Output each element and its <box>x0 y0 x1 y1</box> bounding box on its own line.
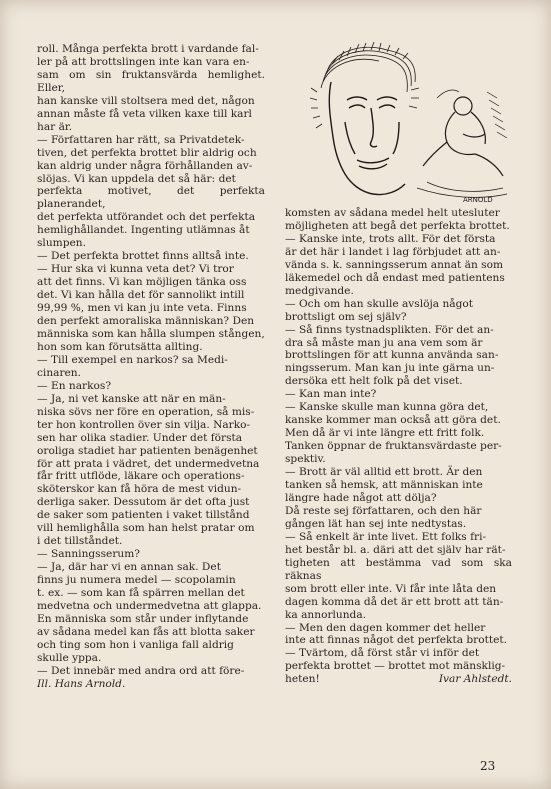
background-scribble <box>417 90 507 197</box>
text-line: slöjas. Vi kan uppdela det så här: det <box>37 172 236 185</box>
text-line: han kanske vill stoltsera med det, någon <box>37 94 255 107</box>
text-line: gången lät han sej inte nedtystas. <box>285 517 467 530</box>
large-face <box>329 82 405 195</box>
text-line: — Kanske inte, trots allt. För det första <box>285 232 496 245</box>
text-line: läkemedel och då endast med patientens <box>285 271 505 284</box>
text-line: sam om sin fruktansvärda hemlighet. Eller, <box>37 68 265 94</box>
text-line: att det finns. Vi kan möjligen tänka oss <box>37 276 247 289</box>
text-line: av sådana medel kan fås att blotta saker <box>37 625 255 638</box>
text-line: sköterskor kan få höra de mest vidun- <box>37 483 242 496</box>
text-line: sen har olika stadier. Under det första <box>37 431 243 444</box>
text-line: — Och om han skulle avslöja något <box>285 297 474 310</box>
closing-line <box>285 673 512 686</box>
text-line: för att prata i vädret, det undermedvetna <box>37 457 260 470</box>
text-line: längre hade något att dölja? <box>285 491 437 504</box>
text-line: — Kan man inte? <box>285 388 377 401</box>
text-line: vända s. k. sanningsserum annat än som <box>285 258 504 271</box>
text-line: kan aldrig under några förhållanden av- <box>37 159 253 172</box>
artist-signature: ARNOLD <box>463 196 493 204</box>
text-line: t. ex. — som kan få spärren mellan det <box>37 587 245 600</box>
text-line: och ting som hon i vanliga fall aldrig <box>37 638 234 651</box>
text-line: skulle yppa. <box>37 651 102 664</box>
text-line: får fritt utflöde, läkare och operations- <box>37 470 245 483</box>
hair-hatching <box>310 42 419 128</box>
text-line: — Så finns tystnadsplikten. För det an- <box>285 323 494 336</box>
text-line: — Tvärtom, då först står vi inför det <box>285 647 480 660</box>
text-line: tanken så hemsk, att människan inte <box>285 479 483 492</box>
text-line: ningsserum. Man kan ju inte gärna un- <box>285 362 495 375</box>
text-line: 99,99 %, men vi kan ju inte veta. Finns <box>37 302 247 315</box>
right-text-column <box>285 207 512 686</box>
text-line: annan måste få veta vilken kaxe till karl <box>37 107 252 120</box>
text-line: — En narkos? <box>37 379 112 392</box>
text-line: medvetna och undermedvetna att glappa. <box>37 599 262 612</box>
text-line: tiven, det perfekta brottet blir aldrig och <box>37 146 257 159</box>
text-line: de saker som patienten i vaket tillstånd <box>37 509 250 522</box>
text-line: det. Vi kan hålla det för sannolikt intill <box>37 289 245 302</box>
text-line: är det här i landet i lag förbjudet att an- <box>285 245 501 258</box>
text-line: niska sövs ner före en operation, så mis- <box>37 405 255 418</box>
text-line: i det tillståndet. <box>37 535 123 548</box>
text-line: det perfekta utförandet och det perfekta <box>37 211 256 224</box>
text-line: komsten av sådana medel helt utesluter <box>285 207 500 219</box>
text-line: tigheten att bestämma vad som ska räknas <box>285 556 512 582</box>
reclining-figure <box>423 97 503 176</box>
illustration-credit: Ill. Hans Arnold. <box>37 677 126 690</box>
text-line: vill hemlighålla som han helst pratar om <box>37 522 255 535</box>
text-line: inte att finnas något det perfekta brottet. <box>285 634 508 647</box>
text-line: Då reste sej författaren, och den här <box>285 504 482 517</box>
ink-illustration <box>287 42 515 206</box>
text-line: den perfekt amoraliska människan? Den <box>37 315 255 328</box>
text-line: ter hon kontrollen över sin vilja. Narko- <box>37 418 251 431</box>
text-line: finns ju numera medel — scopolamin <box>37 574 236 587</box>
text-line: har är. <box>37 120 73 133</box>
left-text-column <box>37 43 265 691</box>
text-line: slumpen. <box>37 237 86 250</box>
text-line: — Hur ska vi kunna veta det? Vi tror <box>37 263 234 276</box>
text-line: dersöka ett helt folk på det viset. <box>285 375 463 388</box>
text-line: perfekta motivet, det perfekta planerandet, <box>37 185 265 211</box>
text-line: — Ja, där har vi en annan sak. Det <box>37 561 221 574</box>
text-line: — Ja, ni vet kanske att när en män- <box>37 392 226 405</box>
text-line: spektiv. <box>285 453 326 466</box>
text-line: het består bl. a. däri att det själv har rät- <box>285 543 506 556</box>
text-line: oroliga stadiet har patienten benägenhet <box>37 444 258 457</box>
text-line: perfekta brottet — brottet mot mänsklig- <box>285 660 506 673</box>
author-signature: Ivar Ahlstedt. <box>438 673 512 686</box>
closing-word: heten! <box>285 673 320 686</box>
text-line: — Sanningsserum? <box>37 548 140 561</box>
text-line: — Till exempel en narkos? sa Medi- <box>37 353 228 366</box>
text-line: medgivande. <box>285 284 354 297</box>
text-line: Men då är vi inte längre ett fritt folk. <box>285 427 485 440</box>
text-line: som brott eller inte. Vi får inte låta den <box>285 582 497 595</box>
text-line: derliga saker. Dessutom är det ofta just <box>37 496 250 509</box>
text-line: ler på att brottslingen inte kan vara en- <box>37 55 250 68</box>
text-line: möjligheten att begå det perfekta brottet. <box>285 219 510 232</box>
text-line: — Det perfekta brottet finns alltså inte. <box>37 250 249 263</box>
text-line: — Men den dagen kommer det heller <box>285 621 486 634</box>
text-line: — Det innebär med andra ord att före- <box>37 664 245 677</box>
page-number: 23 <box>480 759 496 773</box>
text-line: brottslingen för att kunna använda san- <box>285 349 499 362</box>
text-line: brottsligt om sej själv? <box>285 310 407 323</box>
text-line: kanske kommer man också att göra det. <box>285 414 501 427</box>
text-line: — Brott är väl alltid ett brott. Är den <box>285 466 483 479</box>
text-line: — Så enkelt är inte livet. Ett folks fri- <box>285 530 487 543</box>
text-line: dra så måste man ju ana vem som är <box>285 336 483 349</box>
text-line: roll. Många perfekta brott i vardande fal- <box>37 43 259 55</box>
text-line: En människa som står under inflytande <box>37 612 249 625</box>
text-line: dagen komma då det är ett brott att tän- <box>285 595 504 608</box>
text-line: — Kanske skulle man kunna göra det, <box>285 401 489 414</box>
text-line: ka annorlunda. <box>285 608 367 621</box>
text-line: cinaren. <box>37 366 81 379</box>
text-line: Tanken öppnar de fruktansvärdaste per- <box>285 440 502 453</box>
text-line: hon som kan förutsätta allting. <box>37 340 203 353</box>
text-line: människa som kan hålla slumpen stången, <box>37 327 265 340</box>
text-line: hemlighållandet. Ingenting utlämnas åt <box>37 224 250 237</box>
text-line: — Författaren har rätt, sa Privatdetek- <box>37 133 245 146</box>
